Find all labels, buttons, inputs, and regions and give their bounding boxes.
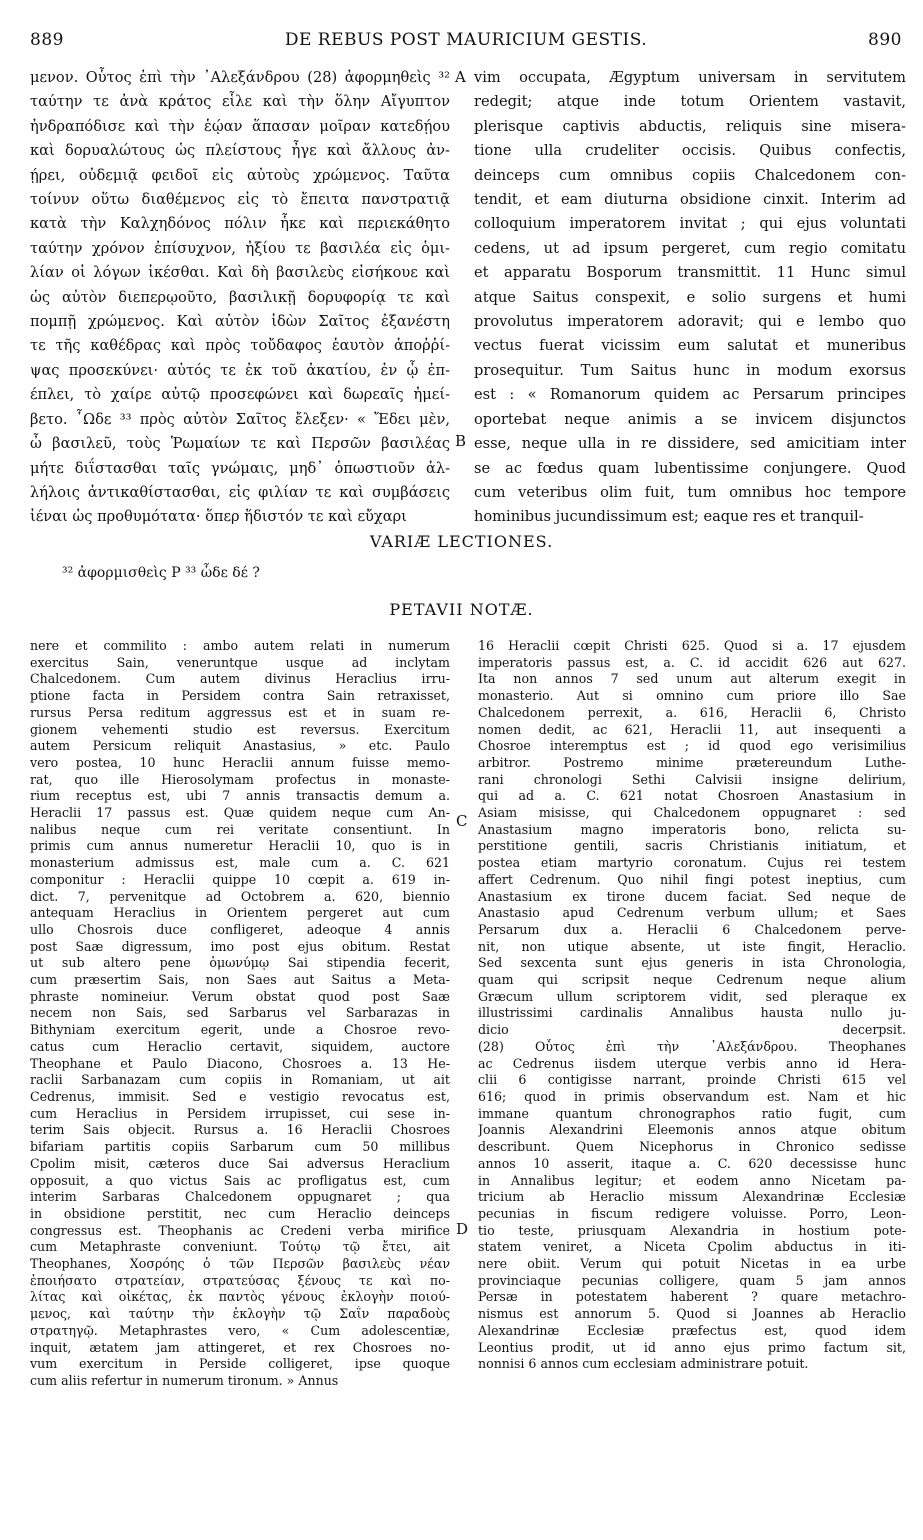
latin-text-line: provolutus imperatorem adoravit; qui e lembo quo — [474, 313, 906, 331]
greek-text-line: μενον. Οὗτος ἐπὶ τὴν ᾿Αλεξάνδρου (28) ἀφορμηθεὶς ³² — [30, 69, 450, 86]
note-line: Theophane et Paulo Diacono, Chosroes a. 13 He- — [30, 1055, 450, 1071]
note-line: post Saæ digressum, imo post ejus obitum. Restat — [30, 938, 450, 954]
note-line: Anastasium magno imperatoris bono, relicta su- — [478, 821, 906, 837]
greek-text-line: έπλει, τὸ χαίρε αὐτῷ προσεφώνει καὶ δωρεαῖς ἠμεί- — [30, 386, 450, 404]
note-line: rium receptus est, ubi 7 annis transactis demum a. — [30, 788, 450, 804]
greek-text-line: καὶ δορυαλώτους ὡς πλείστους ἦγε καὶ ἄλλους ἀν- — [30, 142, 450, 160]
variae-lectiones-title: VARIÆ LECTIONES. — [369, 532, 554, 551]
greek-text-line: ὡς αὐτὸν διεπερῳοῦτο, βασιλικῇ δορυφορίᾳ τε καὶ — [30, 288, 450, 306]
note-line: vero postea, 10 hunc Heraclii annum fuisse memo- — [30, 754, 450, 770]
greek-text-line: ὦ βασιλεῦ, τοὺς Ῥωμαίων τε καὶ Περσῶν βασιλέας — [30, 435, 450, 453]
note-line: Anastasium ex tirone ducem faciat. Sed neque de — [478, 888, 906, 904]
note-line: exercitus Sain, veneruntque usque ad inclytam — [30, 654, 450, 670]
note-line: nonnisi 6 annos cum ecclesiam administrare potuit. — [478, 1356, 809, 1372]
note-line: 16 Heraclii cœpit Christi 625. Quod si a. 17 ejusdem — [478, 638, 906, 653]
note-line: ἐποιήσατο στρατείαν, στρατεύσας ξένους τε καὶ πο- — [30, 1272, 450, 1288]
note-line: quam qui scripsit neque Cedrenum neque alium — [478, 972, 906, 988]
note-line: clii 6 contigisse narrant, proinde Christi 615 vel — [478, 1072, 906, 1088]
note-line: nit, non utique absente, ut iste fingit, Heraclio. — [478, 938, 906, 954]
note-line: Persarum dux a. Heraclii 6 Chalcedonem perve- — [478, 921, 906, 937]
note-line: Ita non annos 7 sed unum aut alterum exegit in — [478, 671, 906, 687]
latin-text-line: oportebat neque animis a se invicem disjunctos — [474, 410, 906, 428]
note-line: dicio decerpsit. — [478, 1022, 906, 1038]
greek-text-line: πομπῇ χρώμενος. Καὶ αὐτὸν ἰδὼν Σαῖτος ἐξανέστη — [30, 313, 450, 331]
note-line: bifariam partitis copiis Sarbarum cum 50 millibus — [30, 1139, 450, 1155]
note-line: Joannis Alexandrini Eleemonis annos atque obitum — [478, 1122, 906, 1138]
note-line: dict. 7, pervenitque ad Octobrem a. 620, biennio — [30, 888, 450, 904]
latin-text-line: tione ulla crudeliter occisis. Quibus confectis, — [474, 142, 906, 160]
note-line: vum exercitum in Perside colligeret, ipse quoque — [30, 1356, 450, 1372]
note-line: provinciaque pecunias colligere, quam 5 jam annos — [478, 1272, 906, 1288]
note-line: cum Metaphraste conveniunt. Τούτῳ τῷ ἔτει, ait — [30, 1239, 450, 1255]
note-line: nomen dedit, ac 621, Heraclii 11, aut insequenti a — [478, 721, 906, 737]
note-line: qui ad a. C. 621 notat Chosroen Anastasium in — [478, 788, 906, 804]
note-line: annos 10 asserit, itaque a. C. 620 decessisse hunc — [478, 1155, 906, 1171]
latin-text-line: deinceps cum omnibus copiis Chalcedonem con- — [474, 166, 906, 184]
latin-text-line: tendit, et eam diuturna obsidione cinxit. Interim ad — [474, 191, 906, 209]
latin-text-line: cedens, ut ad ipsum pergeret, cum regio comitatu — [474, 239, 906, 257]
note-line: rursus Persa reditum aggressus est et in suam re- — [30, 704, 450, 720]
note-line: immane quantum chronographos ratio fugit, cum — [478, 1105, 906, 1121]
note-line: gionem vehementi studio est reversus. Exercitum — [30, 721, 450, 737]
note-line: Alexandrinæ Ecclesiæ præfectus est, quod idem — [478, 1322, 906, 1338]
greek-text-line: ῄρει, οὐδεμιᾷ φειδοῖ εἰς αὐτοὺς χρώμενος. Ταῦτα — [30, 166, 450, 184]
note-line: cum Heraclius in Persidem irrupisset, cui sese in- — [30, 1105, 450, 1121]
note-line: inquit, ætatem jam attingeret, et rex Chosroes no- — [30, 1339, 450, 1355]
note-line: Persæ in potestatem haberent ? quare metachro- — [478, 1289, 906, 1305]
latin-text-line: colloquium imperatorem invitat ; qui ejus voluntati — [474, 215, 906, 233]
note-line: ptione facta in Persidem contra Sain retraxisset, — [30, 688, 450, 704]
note-line: rani chronologi Sethi Calvisii insigne delirium, — [478, 771, 906, 787]
greek-text-line: ταύτην χρόνον ἐπίσυχνον, ἠξίου τε βασιλέα εἰς ὁμι- — [30, 239, 450, 257]
latin-text-column — [474, 66, 906, 530]
greek-text-line: τοίνυν οὕτω διαθέμενος εἰς τὸ ἔπειτα πανστρατιᾷ — [30, 191, 450, 209]
note-line: nere obiit. Verum qui potuit Nicetas in ea urbe — [478, 1256, 906, 1272]
note-line: Bithyniam exercitum egerit, unde a Chosroe revo- — [30, 1022, 450, 1038]
note-line: στρατηγῷ. Metaphrastes vero, « Cum adolescentiæ, — [30, 1322, 450, 1338]
note-line: 616; quod in primis observandum est. Nam et hic — [478, 1088, 906, 1104]
note-line: cum aliis refertur in numerum tironum. » Annus — [30, 1372, 339, 1388]
note-line: pecunias in fiscum redigere voluisse. Porro, Leon- — [478, 1205, 906, 1221]
note-line: Theophanes, Χοσρόης ὁ τῶν Περσῶν βασιλεὺς νέαν — [30, 1256, 450, 1272]
note-line: μενος, καὶ ταύτην τὴν ἐκλογὴν τῷ Σαΐν παραδοὺς — [30, 1306, 450, 1322]
greek-text-column — [30, 66, 450, 530]
note-line: λίτας καὶ οἰκέτας, ἐκ παντὸς γένους ἐκλογὴν ποιού- — [30, 1289, 450, 1305]
note-line: Chalcedonem perrexit, a. 616, Heraclii 6, Christo — [478, 704, 906, 720]
greek-text-line: λίαν οἱ λόγων ἱκέσθαι. Καὶ δὴ βασιλεὺς εἰσήκουε καὶ — [30, 264, 450, 282]
margin-letter-d: D — [456, 1220, 469, 1238]
latin-text-line: est : « Romanorum quidem ac Persarum principes — [474, 386, 906, 404]
margin-letter-c: C — [456, 812, 468, 830]
note-line: componitur : Heraclii quippe 10 cœpit a. 619 in- — [30, 871, 450, 887]
note-line: phraste nomineiur. Verum obstat quod post Saæ — [30, 988, 450, 1004]
note-line: antequam Heraclius in Orientem pergeret aut cum — [30, 905, 450, 921]
note-line: affert Cedrenum. Quo nihil fingi potest ineptius, cum — [478, 871, 906, 887]
note-line: autem Persicum reliquit Anastasius, » etc. Paulo — [30, 738, 450, 754]
note-line: Chalcedonem. Cum autem divinus Heraclius irru- — [30, 671, 450, 687]
note-line: tricium ab Heraclio missum Alexandrinæ Ecclesiæ — [478, 1189, 906, 1205]
note-line: nismus est annorum 5. Quod si Joannes ab Heraclio — [478, 1306, 906, 1322]
note-line: Cedrenus, immisit. Sed e vestigio revocatus est, — [30, 1088, 450, 1104]
page-number-right: 890 — [868, 30, 902, 50]
running-title: DE REBUS POST MAURICIUM GESTIS. — [284, 30, 648, 50]
variae-lectiones-text: ³² ἀφορμισθεὶς P ³³ ὧδε δέ ? — [62, 565, 260, 581]
latin-text-line: hominibus jucundissimum est; eaque res et tranquil- — [474, 508, 864, 526]
note-line: interim Sarbaras Chalcedonem oppugnaret ; qua — [30, 1189, 450, 1205]
latin-text-line: vim occupata, Ægyptum universam in servitutem — [474, 69, 906, 86]
note-line: describunt. Quem Nicephorus in Chronico sedisse — [478, 1139, 906, 1155]
note-line: monasterium admissus est, male cum a. C. 621 — [30, 855, 450, 871]
note-line: Chosroe interemptus est ; id quod ego verisimilius — [478, 738, 906, 754]
note-line: ullo Chosrois duce confligeret, adeoque 4 annis — [30, 921, 450, 937]
margin-letter-a: A — [455, 68, 466, 86]
note-line: Heraclii 17 passus est. Quæ quidem neque cum An- — [30, 805, 450, 821]
margin-letter-b: B — [455, 432, 467, 450]
note-line: opposuit, a quo victus Sais ac profligatus est, cum — [30, 1172, 450, 1188]
note-line: postea etiam martyrio coronatum. Cujus rei testem — [478, 855, 906, 871]
greek-text-line: βετο. ῟Ωδε ³³ πρὸς αὐτὸν Σαῖτος ἔλεξεν· « Ἔδει μὲν, — [30, 410, 450, 428]
latin-text-line: redegit; atque inde totum Orientem vastavit, — [474, 93, 906, 111]
note-line: raclii Sarbanazam cum copiis in Romaniam, ut ait — [30, 1072, 450, 1088]
note-line: congressus est. Theophanis ac Credeni verba mirifice — [30, 1222, 450, 1238]
note-line: ac Cedrenus iisdem uterque verbis anno id Hera- — [478, 1055, 906, 1071]
note-line: in obsidione perstitit, nec cum Heraclio deinceps — [30, 1205, 450, 1221]
note-line: rat, quo ille Hierosolymam profectus in monaste- — [30, 771, 450, 787]
latin-text-line: atque Saitus conspexit, e solio surgens et humi — [474, 288, 906, 306]
note-line: arbitror. Postremo minime prætereundum Luthe- — [478, 754, 906, 770]
note-line: Cpolim misit, cæteros duce Sai adversus Heraclium — [30, 1155, 450, 1171]
note-line: Græcum ullum scriptorem vidit, sed pleraque ex — [478, 988, 906, 1004]
greek-text-line: ἰέναι ὡς προθυμότατα· ὅπερ ἥδιστόν τε καὶ εὔχαρι — [30, 508, 407, 526]
page-header — [30, 30, 902, 60]
note-line: ut sub altero pene ὁμωνύμῳ Sai stipendia fecerit, — [30, 955, 450, 971]
note-line: terim Sais objecit. Rursus a. 16 Heraclii Chosroes — [30, 1122, 450, 1138]
notes-left-column — [30, 638, 450, 1390]
note-line: imperatoris passus est, a. C. id accidit 626 aut 627. — [478, 654, 906, 670]
page-number-left: 889 — [30, 30, 64, 50]
note-line: Asiam misisse, qui Chalcedonem oppugnaret : sed — [478, 805, 906, 821]
greek-text-line: τε τῆς καθέδρας καὶ πρὸς τοὔδαφος ἑαυτὸν ἀποῤῥί- — [30, 337, 450, 355]
note-line: statem veniret, a Niceta Cpolim abductus in iti- — [478, 1239, 906, 1255]
note-line: necem non Sais, sed Sarbarus vel Sarbarazas in — [30, 1005, 450, 1021]
notes-right-column — [478, 638, 906, 1373]
note-line: perstitione gentili, sacris Christianis initiatum, et — [478, 838, 906, 854]
note-line: catus cum Heraclio certavit, siquidem, auctore — [30, 1038, 450, 1054]
latin-text-line: vectus fuerat vicissim eum salutat et muneribus — [474, 337, 906, 355]
note-line: illustrissimi cardinalis Annalibus hausta nullo ju- — [478, 1005, 906, 1021]
note-line: primis cum annus numeretur Heraclii 10, quo is in — [30, 838, 450, 854]
latin-text-line: et apparatu Bosporum transmittit. 11 Hunc simul — [474, 264, 906, 282]
greek-text-line: κατὰ τὴν Καλχηδόνος πόλιν ἧκε καὶ περιεκάθητο — [30, 215, 450, 233]
note-line: tio teste, priusquam Alexandria in hostium pote- — [478, 1222, 906, 1238]
note-line: nere et commilito : ambo autem relati in numerum — [30, 638, 450, 653]
note-line: Sed sexcenta sunt ejus generis in ista Chronologia, — [478, 955, 906, 971]
greek-text-line: ἠνδραπόδισε καὶ τὴν ἑῴαν ἅπασαν μοῖραν κατεδῄου — [30, 117, 450, 135]
latin-text-line: plerisque captivis abductis, reliquis sine misera- — [474, 117, 906, 135]
note-line: cum præsertim Sais, non Saes aut Saitus a Meta- — [30, 972, 450, 988]
latin-text-line: cum veteribus olim fuit, tum omnibus hoc tempore — [474, 483, 906, 501]
latin-text-line: esse, neque ulla in re dissidere, sed amicitiam inter — [474, 435, 906, 453]
note-line: monasterio. Aut si omnino cum priore illo Sae — [478, 688, 906, 704]
latin-text-line: se ac fœdus quam lubentissime conjungere. Quod — [474, 459, 906, 477]
latin-text-line: prosequitur. Tum Saitus hunc in modum exorsus — [474, 361, 906, 379]
greek-text-line: μήτε διΐστασθαι ταῖς γνώμαις, μηδ᾽ ὁπωστιοῦν ἀλ- — [30, 459, 450, 477]
greek-text-line: ταύτην τε ἀνὰ κράτος εἷλε καὶ τὴν ὅλην Αἴγυπτον — [30, 93, 450, 111]
note-line: Anastasio apud Cedrenum verbum ullum; et Saes — [478, 905, 906, 921]
greek-text-line: λήλοις ἀντικαθίστασθαι, εἰς φιλίαν τε καὶ συμβάσεις — [30, 483, 450, 501]
note-line: Leontius prodit, ut id anno ejus primo factum sit, — [478, 1339, 906, 1355]
note-line: (28) Οὗτος ἐπὶ τὴν ᾿Αλεξάνδρου. Theophanes — [478, 1038, 906, 1054]
greek-text-line: ψας προσεκύνει· αὐτός τε ἐκ τοῦ ἀκατίου, ἐν ᾧ ἐπ- — [30, 361, 450, 379]
petavii-notae-title: PETAVII NOTÆ. — [389, 600, 534, 619]
note-line: nalibus neque cum rei veritate consentiunt. In — [30, 821, 450, 837]
note-line: in Annalibus legitur; et eodem anno Nicetam pa- — [478, 1172, 906, 1188]
